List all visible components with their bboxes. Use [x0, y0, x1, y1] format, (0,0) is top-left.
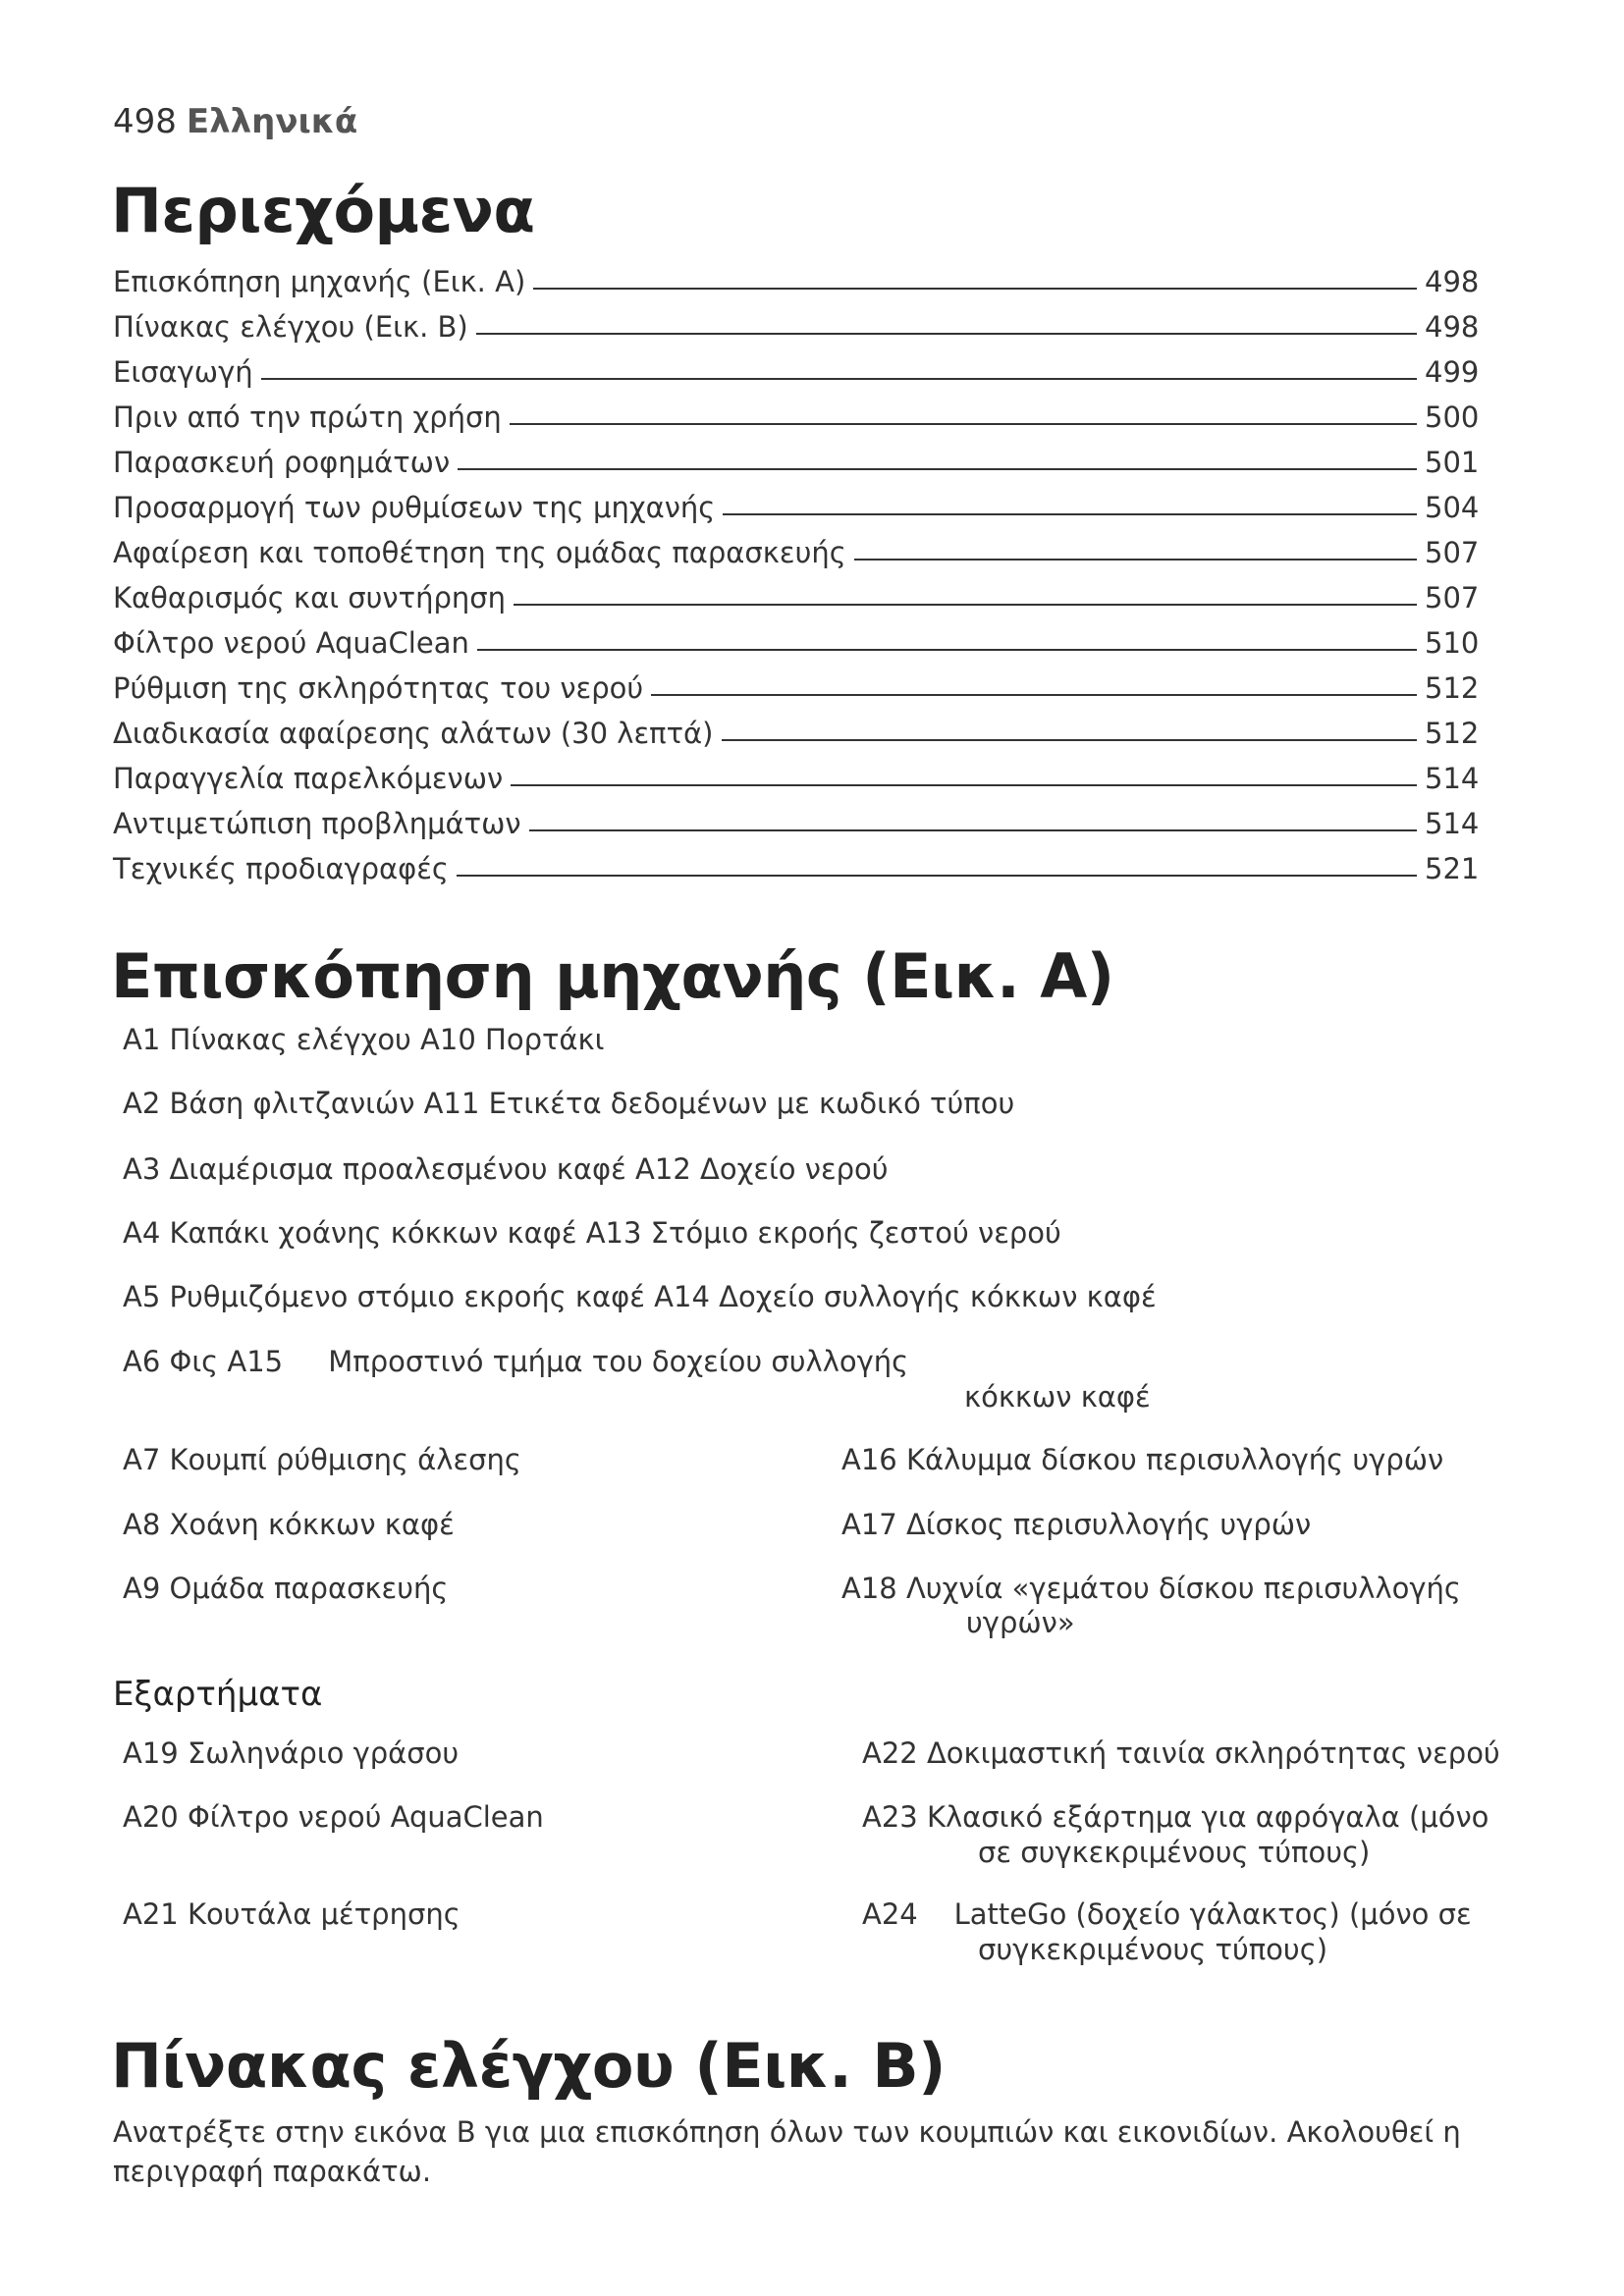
part-row: A9 Ομάδα παρασκευής [123, 1572, 449, 1605]
part-row: A17 Δίσκος περισυλλογής υγρών [841, 1508, 1312, 1541]
toc-entry[interactable]: Ρύθμιση της σκληρότητας του νερού 512 [113, 671, 1480, 705]
part-row-continuation: κόκκων καφέ [964, 1380, 1151, 1414]
toc-entry[interactable]: Προσαρμογή των ρυθμίσεων της μηχανής 504 [113, 491, 1480, 524]
accessory-row: A21 Κουτάλα μέτρησης [123, 1897, 460, 1931]
toc-entry[interactable]: Τεχνικές προδιαγραφές 521 [113, 852, 1480, 885]
toc-entry[interactable]: Αντιμετώπιση προβλημάτων 514 [113, 807, 1480, 840]
running-head [113, 102, 357, 141]
leader-line [458, 468, 1417, 470]
accessories-title: Εξαρτήματα [113, 1675, 323, 1714]
control-panel-title: Πίνακας ελέγχου (Εικ. B) [111, 2030, 947, 2102]
leader-line [511, 784, 1417, 786]
accessory-row-continuation: σε συγκεκριμένους τύπους) [978, 1836, 1371, 1869]
accessory-row: A20 Φίλτρο νερού AquaClean [123, 1800, 544, 1834]
toc-entry[interactable]: Φίλτρο νερού AquaClean 510 [113, 626, 1480, 660]
accessory-row: A24 LatteGo (δοχείο γάλακτος) (μόνο σε [862, 1897, 1472, 1931]
toc-entry[interactable]: Εισαγωγή 499 [113, 355, 1480, 389]
table-of-contents [113, 253, 1478, 885]
leader-line [477, 649, 1417, 651]
part-row: A18 Λυχνία «γεμάτου δίσκου περισυλλογής [841, 1572, 1461, 1605]
toc-entry[interactable]: Παρασκευή ροφημάτων 501 [113, 446, 1480, 479]
leader-line [723, 513, 1417, 515]
accessory-row: A22 Δοκιμαστική ταινία σκληρότητας νερού [862, 1736, 1500, 1770]
leader-line [722, 739, 1418, 741]
leader-line [510, 423, 1417, 425]
accessory-row: A23 Κλασικό εξάρτημα για αφρόγαλα (μόνο [862, 1800, 1489, 1834]
leader-line [529, 829, 1417, 831]
part-row: A8 Χοάνη κόκκων καφέ [123, 1508, 455, 1541]
language-label: Ελληνικά [186, 102, 358, 141]
toc-entry[interactable]: Επισκόπηση μηχανής (Εικ. A) 498 [113, 265, 1480, 298]
toc-entry[interactable]: Πίνακας ελέγχου (Εικ. B) 498 [113, 310, 1480, 344]
part-row: A7 Κουμπί ρύθμισης άλεσης [123, 1443, 521, 1476]
accessory-row: A19 Σωληνάριο γράσου [123, 1736, 460, 1770]
part-row: A5 Ρυθμιζόμενο στόμιο εκροής καφέ A14 Δοχείο συλλογής κόκκων καφέ [123, 1280, 1157, 1313]
accessory-row-continuation: συγκεκριμένους τύπους) [978, 1933, 1328, 1966]
overview-title: Επισκόπηση μηχανής (Εικ. A) [111, 940, 1114, 1012]
part-row-continuation: υγρών» [966, 1606, 1075, 1639]
leader-line [854, 559, 1417, 561]
part-row: A16 Κάλυμμα δίσκου περισυλλογής υγρών [841, 1443, 1444, 1476]
toc-entry[interactable]: Πριν από την πρώτη χρήση 500 [113, 400, 1480, 434]
page-number: 498 [113, 102, 177, 141]
leader-line [651, 694, 1417, 696]
control-panel-intro: Ανατρέξτε στην εικόνα B για μια επισκόπηση όλων των κουμπιών και εικονιδίων. Ακολουθεί η περιγραφή παρακάτω. [113, 2115, 1461, 2188]
part-row: A1 Πίνακας ελέγχου A10 Πορτάκι [123, 1023, 605, 1056]
part-row: A4 Καπάκι χοάνης κόκκων καφέ A13 Στόμιο εκροής ζεστού νερού [123, 1216, 1061, 1250]
toc-title: Περιεχόμενα [111, 175, 535, 246]
leader-line [533, 288, 1417, 290]
toc-entry[interactable]: Καθαρισμός και συντήρηση 507 [113, 581, 1480, 614]
toc-entry[interactable]: Αφαίρεση και τοποθέτηση της ομάδας παρασκευής 507 [113, 536, 1480, 569]
part-row: A2 Βάση φλιτζανιών A11 Ετικέτα δεδομένων με κωδικό τύπου [123, 1087, 1015, 1120]
leader-line [476, 333, 1417, 335]
leader-line [261, 378, 1417, 380]
toc-entry[interactable]: Παραγγελία παρελκόμενων 514 [113, 762, 1480, 795]
part-row: A6 Φις A15 Μπροστινό τμήμα του δοχείου συλλογής [123, 1345, 909, 1378]
toc-entry[interactable]: Διαδικασία αφαίρεσης αλάτων (30 λεπτά) 512 [113, 717, 1480, 750]
leader-line [514, 604, 1417, 606]
part-row: A3 Διαμέρισμα προαλεσμένου καφέ A12 Δοχείο νερού [123, 1152, 889, 1186]
leader-line [457, 875, 1417, 877]
